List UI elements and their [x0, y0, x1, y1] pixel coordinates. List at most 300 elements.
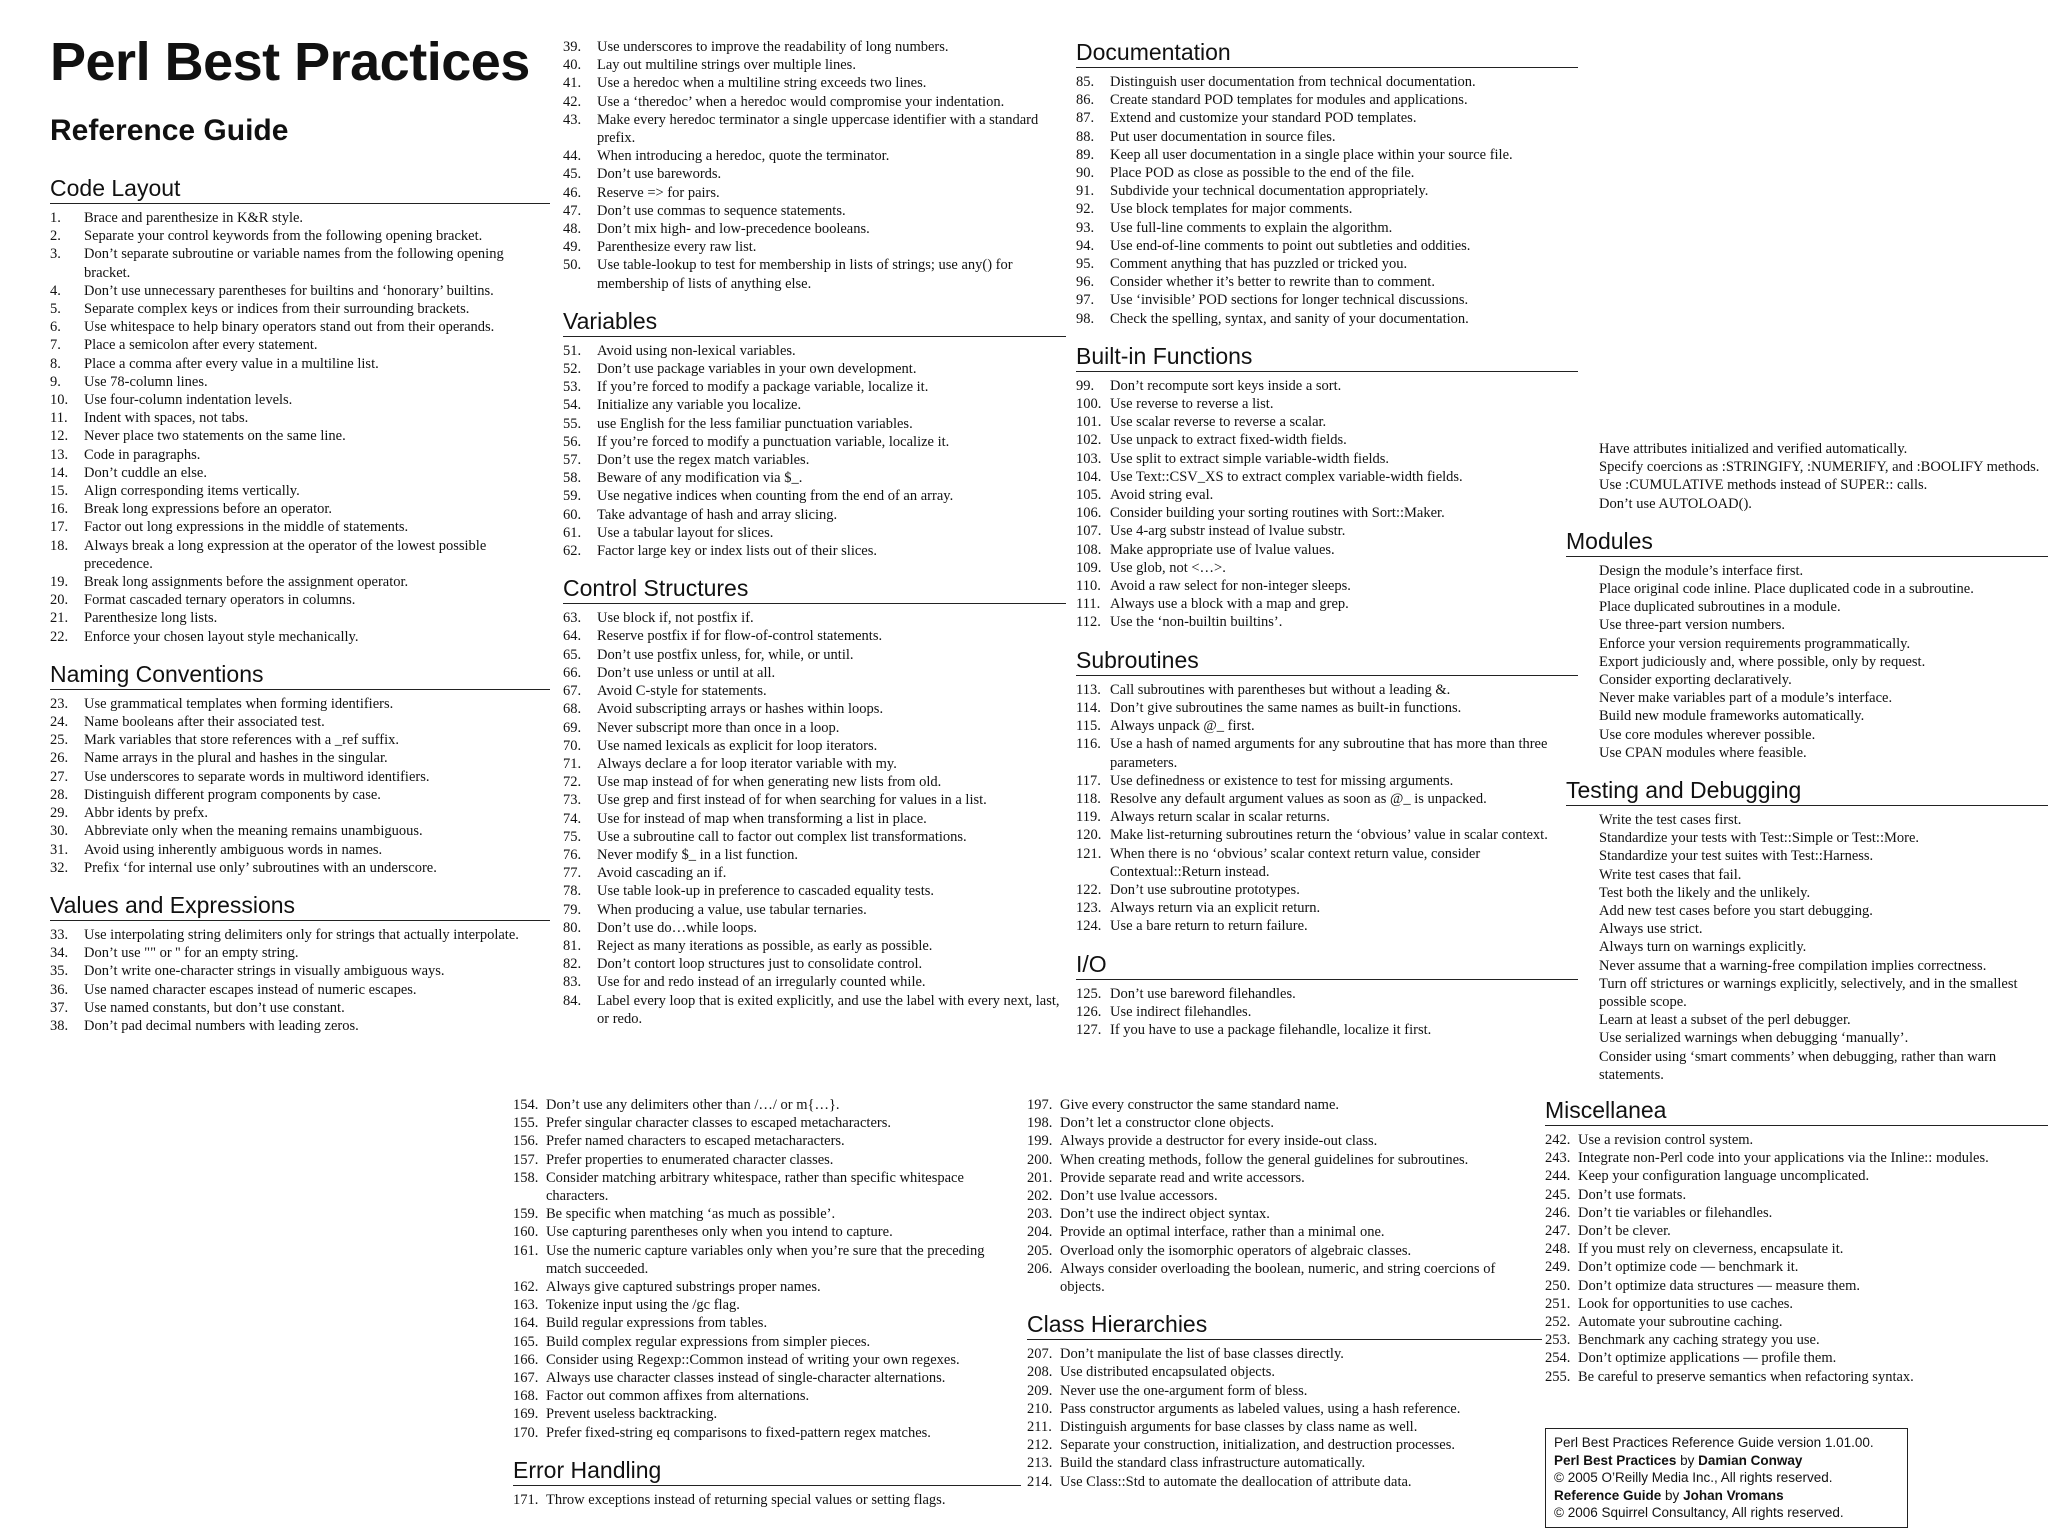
list-item	[50, 768, 550, 786]
section-list	[50, 926, 550, 1035]
item-number: 159.	[513, 1206, 539, 1223]
list-item	[1076, 413, 1578, 431]
list-item	[513, 1491, 1021, 1509]
list-item	[1545, 1186, 2048, 1204]
item-number: 118.	[1076, 790, 1101, 807]
item-text: Write the test cases first.	[1599, 812, 1742, 829]
list-item	[1566, 726, 2048, 744]
list-item	[513, 1369, 1021, 1387]
list-item	[1076, 808, 1578, 826]
item-text: Always declare a for loop iterator variable with my.	[597, 755, 897, 772]
item-number: 28.	[50, 786, 69, 803]
list-item	[1076, 486, 1578, 504]
item-number: 105.	[1076, 487, 1102, 504]
item-text: Use distributed encapsulated objects.	[1060, 1364, 1276, 1381]
section-heading: Control Structures	[563, 574, 1066, 604]
item-number: 253.	[1545, 1332, 1571, 1349]
list-item	[563, 810, 1066, 828]
list-item	[1076, 146, 1578, 164]
item-number: 18.	[50, 537, 69, 554]
list-item	[50, 859, 550, 877]
item-number: 29.	[50, 805, 69, 822]
item-text: Use block if, not postfix if.	[597, 610, 754, 627]
item-text: Pass constructor arguments as labeled values, using a hash reference.	[1060, 1400, 1461, 1417]
list-item	[1076, 541, 1578, 559]
item-number: 86.	[1076, 92, 1095, 109]
item-text: Don’t contort loop structures just to consolidate control.	[597, 956, 923, 973]
item-text: Don’t use AUTOLOAD().	[1599, 495, 1752, 512]
item-number: 171.	[513, 1491, 539, 1508]
col4-sections	[1566, 527, 2048, 1084]
item-number: 64.	[563, 628, 582, 645]
item-text: Use whitespace to help binary operators stand out from their operands.	[84, 319, 495, 336]
item-number: 213.	[1027, 1455, 1053, 1472]
item-text: Don’t be clever.	[1578, 1223, 1671, 1240]
item-text: Place duplicated subroutines in a module.	[1599, 599, 1841, 616]
list-item	[1076, 164, 1578, 182]
item-number: 49.	[563, 239, 582, 256]
list-item	[50, 822, 550, 840]
item-number: 202.	[1027, 1188, 1053, 1205]
list-item	[1566, 562, 2048, 580]
item-number: 160.	[513, 1224, 539, 1241]
item-text: Use table-lookup to test for membership in lists of strings; use any() for membership of lists of anything else.	[597, 257, 1013, 292]
footer-copyright-2: © 2006 Squirrel Consultancy, All rights reserved.	[1554, 1505, 1844, 1520]
list-item	[563, 846, 1066, 864]
item-number: 115.	[1076, 718, 1101, 735]
item-number: 46.	[563, 184, 582, 201]
item-text: If you’re forced to modify a package variable, localize it.	[597, 379, 929, 396]
list-item	[1076, 291, 1578, 309]
item-text: Consider building your sorting routines with Sort::Maker.	[1110, 505, 1445, 522]
item-number: 81.	[563, 937, 582, 954]
item-number: 158.	[513, 1169, 539, 1186]
item-number: 5.	[50, 301, 61, 318]
list-item	[563, 378, 1066, 396]
list-item	[1076, 395, 1578, 413]
item-number: 57.	[563, 452, 582, 469]
item-number: 201.	[1027, 1169, 1053, 1186]
list-item	[1545, 1295, 2048, 1313]
item-number: 199.	[1027, 1133, 1053, 1150]
item-text: Use Text::CSV_XS to extract complex variable-width fields.	[1110, 468, 1463, 485]
item-number: 30.	[50, 823, 69, 840]
item-text: Use a hash of named arguments for any subroutine that has more than three parameters.	[1110, 736, 1548, 771]
item-text: Use for instead of map when transforming a list in place.	[597, 810, 927, 827]
footer-guide: Reference Guide	[1554, 1487, 1662, 1503]
item-text: Use a heredoc when a multiline string exceeds two lines.	[597, 75, 927, 92]
column-1	[50, 30, 550, 1110]
item-text: Don’t use postfix unless, for, while, or until.	[597, 646, 854, 663]
item-number: 42.	[563, 93, 582, 110]
item-number: 89.	[1076, 146, 1095, 163]
list-item	[563, 992, 1066, 1028]
item-text: Avoid a raw select for non-integer sleeps.	[1110, 578, 1351, 595]
item-text: Subdivide your technical documentation appropriately.	[1110, 183, 1429, 200]
list-item	[563, 487, 1066, 505]
footer-version: Perl Best Practices Reference Guide version 1.01.00.	[1554, 1435, 1874, 1450]
list-item	[50, 355, 550, 373]
item-text: Integrate non-Perl code into your applications via the Inline:: modules.	[1578, 1150, 1989, 1167]
item-text: Don’t use bareword filehandles.	[1110, 985, 1296, 1002]
list-item	[1566, 957, 2048, 975]
item-text: Factor large key or index lists out of their slices.	[597, 543, 878, 560]
list-item	[513, 1132, 1021, 1150]
item-number: 167.	[513, 1370, 539, 1387]
item-number: 107.	[1076, 523, 1102, 540]
page-title: Perl Best Practices	[50, 32, 530, 92]
list-item	[1545, 1258, 2048, 1276]
col1-sections	[50, 174, 550, 1035]
item-number: 206.	[1027, 1260, 1053, 1277]
item-text: Always provide a destructor for every inside-out class.	[1060, 1133, 1378, 1150]
item-text: Tokenize input using the /gc flag.	[546, 1297, 740, 1314]
section-list	[1076, 73, 1578, 328]
list-item	[563, 524, 1066, 542]
item-text: Don’t tie variables or filehandles.	[1578, 1204, 1773, 1221]
item-text: Use interpolating string delimiters only for strings that actually interpolate.	[84, 926, 519, 943]
item-text: Indent with spaces, not tabs.	[84, 410, 249, 427]
item-text: Use CPAN modules where feasible.	[1599, 744, 1807, 761]
item-number: 17.	[50, 519, 69, 536]
list-item	[1545, 1313, 2048, 1331]
item-number: 248.	[1545, 1241, 1571, 1258]
list-item	[563, 627, 1066, 645]
item-text: Parenthesize every raw list.	[597, 239, 757, 256]
list-item	[1076, 985, 1578, 1003]
list-item	[1545, 1204, 2048, 1222]
list-item	[50, 1017, 550, 1035]
col3-sections	[1076, 38, 1578, 1039]
item-number: 116.	[1076, 736, 1101, 753]
item-text: Don’t pad decimal numbers with leading zeros.	[84, 1017, 359, 1034]
list-item	[1027, 1382, 1542, 1400]
list-item	[1566, 635, 2048, 653]
footer-guide-author: Johan Vromans	[1683, 1487, 1784, 1503]
item-number: 122.	[1076, 881, 1102, 898]
list-item	[1027, 1169, 1542, 1187]
list-item	[563, 256, 1066, 292]
item-text: Write test cases that fail.	[1599, 866, 1742, 883]
item-text: Learn at least a subset of the perl debugger.	[1599, 1012, 1851, 1029]
item-text: Enforce your version requirements programmatically.	[1599, 635, 1911, 652]
column-3	[1076, 38, 1578, 1088]
list-item	[50, 926, 550, 944]
footer-credits	[1545, 1428, 1908, 1528]
list-item	[50, 786, 550, 804]
list-item	[563, 682, 1066, 700]
list-item	[563, 433, 1066, 451]
item-number: 117.	[1076, 772, 1101, 789]
item-text: Don’t use unnecessary parentheses for builtins and ‘honorary’ builtins.	[84, 282, 494, 299]
item-number: 47.	[563, 202, 582, 219]
list-item	[1027, 1205, 1542, 1223]
item-text: Prefix ‘for internal use only’ subroutines with an underscore.	[84, 859, 437, 876]
list-item	[1566, 1048, 2048, 1084]
footer-author: Damian Conway	[1698, 1452, 1803, 1468]
item-number: 204.	[1027, 1224, 1053, 1241]
item-number: 97.	[1076, 292, 1095, 309]
item-number: 15.	[50, 483, 69, 500]
list-item	[50, 695, 550, 713]
item-number: 75.	[563, 828, 582, 845]
list-item	[563, 111, 1066, 147]
list-item	[513, 1169, 1021, 1205]
col2-sections	[563, 307, 1066, 1028]
item-text: Test both the likely and the unlikely.	[1599, 884, 1811, 901]
list-item	[513, 1223, 1021, 1241]
item-text: Use named lexicals as explicit for loop iterators.	[597, 737, 878, 754]
item-number: 126.	[1076, 1003, 1102, 1020]
list-item	[1566, 689, 2048, 707]
item-text: Use capturing parentheses only when you intend to capture.	[546, 1224, 893, 1241]
item-number: 106.	[1076, 505, 1102, 522]
item-number: 164.	[513, 1315, 539, 1332]
item-text: Use full-line comments to explain the algorithm.	[1110, 219, 1393, 236]
list-item	[50, 628, 550, 646]
list-item	[50, 373, 550, 391]
list-item	[1545, 1131, 2048, 1149]
item-number: 48.	[563, 221, 582, 238]
item-number: 198.	[1027, 1115, 1053, 1132]
item-text: Throw exceptions instead of returning special values or setting flags.	[546, 1491, 946, 1508]
list-item	[563, 360, 1066, 378]
column-2	[563, 38, 1066, 1088]
item-text: Avoid using non-lexical variables.	[597, 342, 796, 359]
item-text: Always break a long expression at the operator of the lowest possible precedence.	[84, 537, 487, 572]
list-item	[1076, 559, 1578, 577]
list-item	[1076, 237, 1578, 255]
item-text: If you have to use a package filehandle, localize it first.	[1110, 1021, 1432, 1038]
list-item	[50, 999, 550, 1017]
list-item	[1566, 884, 2048, 902]
list-item	[563, 202, 1066, 220]
item-text: Always use a block with a map and grep.	[1110, 596, 1349, 613]
list-item	[1076, 595, 1578, 613]
item-text: Turn off strictures or warnings explicitly, selectively, and in the smallest possible scope.	[1599, 975, 2018, 1011]
list-item	[1076, 613, 1578, 631]
section-list	[1545, 1131, 2048, 1386]
item-text: Use a tabular layout for slices.	[597, 524, 774, 541]
item-number: 111.	[1076, 596, 1101, 613]
item-text: Use underscores to separate words in multiword identifiers.	[84, 768, 430, 785]
list-item	[1076, 504, 1578, 522]
col4-intro-list	[1566, 440, 2048, 513]
item-number: 12.	[50, 428, 69, 445]
item-number: 207.	[1027, 1346, 1053, 1363]
item-number: 168.	[513, 1388, 539, 1405]
col5-intro-list	[513, 1096, 1021, 1442]
item-text: Prefer singular character classes to escaped metacharacters.	[546, 1115, 891, 1132]
item-text: Use definedness or existence to test for missing arguments.	[1110, 772, 1454, 789]
item-number: 165.	[513, 1333, 539, 1350]
item-number: 251.	[1545, 1295, 1571, 1312]
column-4	[1566, 440, 2048, 1100]
item-text: Specify coercions as :STRINGIFY, :NUMERIFY, and :BOOLIFY methods.	[1599, 459, 2040, 476]
list-item	[1076, 1003, 1578, 1021]
item-text: Align corresponding items vertically.	[84, 483, 300, 500]
item-text: Build regular expressions from tables.	[546, 1315, 768, 1332]
item-number: 65.	[563, 646, 582, 663]
item-text: Don’t use the regex match variables.	[597, 452, 810, 469]
item-text: Use end-of-line comments to point out subtleties and oddities.	[1110, 237, 1471, 254]
item-number: 157.	[513, 1151, 539, 1168]
item-text: Don’t optimize applications — profile them.	[1578, 1350, 1837, 1367]
list-item	[50, 282, 550, 300]
list-item	[1566, 975, 2048, 1011]
item-text: Use 78-column lines.	[84, 373, 208, 390]
section-list	[1566, 562, 2048, 762]
item-text: Reject as many iterations as possible, as early as possible.	[597, 937, 933, 954]
item-number: 55.	[563, 415, 582, 432]
section-list	[50, 209, 550, 646]
item-text: Consider using ‘smart comments’ when debugging, rather than warn statements.	[1599, 1048, 1997, 1083]
list-item	[1566, 1029, 2048, 1047]
item-number: 44.	[563, 148, 582, 165]
item-text: Use indirect filehandles.	[1110, 1003, 1252, 1020]
section-list	[1076, 377, 1578, 632]
item-text: Use :CUMULATIVE methods instead of SUPER:: calls.	[1599, 477, 1928, 494]
item-text: When creating methods, follow the general guidelines for subroutines.	[1060, 1151, 1469, 1168]
item-number: 108.	[1076, 541, 1102, 558]
item-number: 120.	[1076, 827, 1102, 844]
item-number: 8.	[50, 355, 61, 372]
item-number: 54.	[563, 397, 582, 414]
item-number: 92.	[1076, 201, 1095, 218]
footer-copyright-1: © 2005 O’Reilly Media Inc., All rights reserved.	[1554, 1470, 1833, 1485]
item-number: 154.	[513, 1097, 539, 1113]
item-number: 43.	[563, 111, 582, 128]
item-text: Place POD as close as possible to the end of the file.	[1110, 165, 1415, 182]
item-text: Don’t use "" or '' for an empty string.	[84, 945, 299, 962]
section-heading: I/O	[1076, 950, 1578, 980]
list-item	[50, 500, 550, 518]
item-text: Create standard POD templates for modules and applications.	[1110, 92, 1468, 109]
item-number: 62.	[563, 543, 582, 560]
item-number: 249.	[1545, 1259, 1571, 1276]
list-item	[1076, 310, 1578, 328]
item-text: Never modify $_ in a list function.	[597, 846, 798, 863]
item-number: 45.	[563, 166, 582, 183]
item-number: 91.	[1076, 183, 1095, 200]
item-number: 87.	[1076, 110, 1095, 127]
list-item	[1076, 1021, 1578, 1039]
item-text: Use three-part version numbers.	[1599, 617, 1786, 634]
item-number: 247.	[1545, 1223, 1571, 1240]
item-text: Use 4-arg substr instead of lvalue substr.	[1110, 523, 1346, 540]
item-text: Use a revision control system.	[1578, 1132, 1754, 1148]
item-text: Abbr idents by prefx.	[84, 805, 209, 822]
item-text: Code in paragraphs.	[84, 446, 201, 463]
list-item	[1027, 1242, 1542, 1260]
item-number: 34.	[50, 945, 69, 962]
item-text: Consider matching arbitrary whitespace, rather than specific whitespace characters.	[546, 1169, 964, 1205]
section-list	[513, 1491, 1021, 1509]
item-number: 205.	[1027, 1242, 1053, 1259]
list-item	[563, 238, 1066, 256]
item-text: Extend and customize your standard POD templates.	[1110, 110, 1417, 127]
list-item	[1076, 790, 1578, 808]
item-text: Prevent useless backtracking.	[546, 1406, 718, 1423]
item-text: Keep your configuration language uncomplicated.	[1578, 1168, 1870, 1185]
item-text: Reserve => for pairs.	[597, 184, 720, 201]
list-item	[1076, 219, 1578, 237]
item-text: Be specific when matching ‘as much as possible’.	[546, 1206, 836, 1223]
item-text: Avoid subscripting arrays or hashes within loops.	[597, 701, 884, 718]
col6-sections	[1027, 1310, 1542, 1491]
item-text: Make every heredoc terminator a single uppercase identifier with a standard prefix.	[597, 111, 1039, 147]
list-item	[1545, 1222, 2048, 1240]
item-text: Don’t use barewords.	[597, 166, 722, 183]
column-7	[1545, 1096, 2048, 1441]
column-5	[513, 1096, 1021, 1536]
item-text: Prefer fixed-string eq comparisons to fixed-pattern regex matches.	[546, 1424, 931, 1441]
item-number: 84.	[563, 992, 582, 1009]
list-item	[50, 841, 550, 859]
list-item	[50, 981, 550, 999]
item-number: 212.	[1027, 1437, 1053, 1454]
item-text: Avoid C-style for statements.	[597, 683, 767, 700]
list-item	[563, 973, 1066, 991]
list-item	[50, 944, 550, 962]
section-heading: Code Layout	[50, 174, 550, 204]
item-number: 70.	[563, 737, 582, 754]
list-item	[513, 1314, 1021, 1332]
col2-intro-list	[563, 38, 1066, 293]
item-text: Consider exporting declaratively.	[1599, 672, 1792, 689]
list-item	[1545, 1240, 2048, 1258]
item-text: Format cascaded ternary operators in columns.	[84, 592, 356, 609]
item-number: 170.	[513, 1424, 539, 1441]
item-text: Check the spelling, syntax, and sanity of your documentation.	[1110, 310, 1469, 327]
list-item	[1545, 1331, 2048, 1349]
section-heading: Class Hierarchies	[1027, 1310, 1542, 1340]
item-number: 50.	[563, 257, 582, 274]
list-item	[1027, 1400, 1542, 1418]
list-item	[513, 1278, 1021, 1296]
item-text: Standardize your tests with Test::Simple or Test::More.	[1599, 830, 1920, 847]
list-item	[563, 469, 1066, 487]
list-item	[1076, 255, 1578, 273]
item-number: 3.	[50, 246, 61, 263]
list-item	[563, 415, 1066, 433]
item-text: Provide an optimal interface, rather than a minimal one.	[1060, 1224, 1385, 1241]
item-number: 71.	[563, 755, 582, 772]
item-number: 11.	[50, 410, 68, 427]
item-text: Design the module’s interface first.	[1599, 562, 1804, 579]
list-item	[563, 791, 1066, 809]
item-text: Overload only the isomorphic operators of algebraic classes.	[1060, 1242, 1412, 1259]
item-text: If you’re forced to modify a punctuation variable, localize it.	[597, 433, 950, 450]
item-text: Put user documentation in source files.	[1110, 128, 1336, 145]
item-number: 69.	[563, 719, 582, 736]
item-number: 61.	[563, 524, 582, 541]
item-text: Comment anything that has puzzled or tricked you.	[1110, 256, 1408, 273]
item-number: 4.	[50, 282, 61, 299]
list-item	[1076, 522, 1578, 540]
list-item	[1076, 431, 1578, 449]
item-number: 125.	[1076, 985, 1102, 1002]
column-6	[1027, 1096, 1542, 1536]
item-text: Use for and redo instead of an irregularly counted while.	[597, 974, 926, 991]
list-item	[50, 245, 550, 281]
item-number: 85.	[1076, 74, 1095, 90]
item-number: 93.	[1076, 219, 1095, 236]
item-text: Always return scalar in scalar returns.	[1110, 809, 1330, 826]
item-text: Use map instead of for when generating new lists from old.	[597, 774, 942, 791]
list-item	[563, 542, 1066, 560]
list-item	[563, 719, 1066, 737]
